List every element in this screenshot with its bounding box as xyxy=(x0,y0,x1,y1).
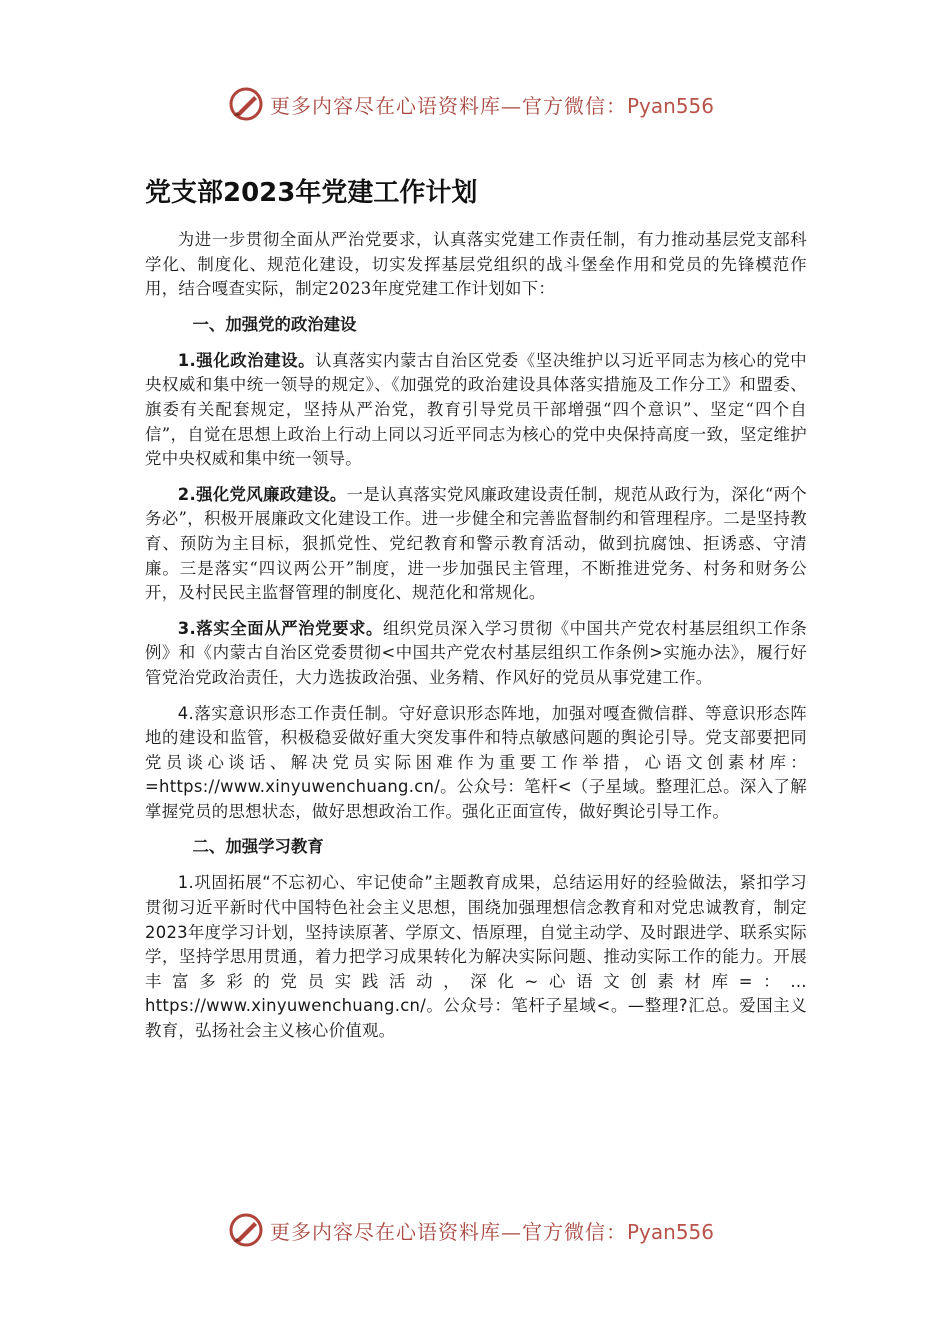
section-heading: 一、加强党的政治建设 xyxy=(192,314,357,334)
paragraph-text: 组织党员深入学习贯彻《中国共产党农村基层组织工作条例》和《内蒙古自治区党委贯彻<中国共产党农村基层组织工作条例>实施办法》，履行好管党治党政治责任，大力选拔政治强、业务精、作风好的党员从事党建工作。 xyxy=(145,618,808,687)
paragraph-lead: 1.强化政治建设。 xyxy=(177,350,316,370)
watermark-text: 更多内容尽在心语资料库—官方微信：Pyan556 xyxy=(270,1219,715,1244)
footer-watermark xyxy=(228,1210,748,1250)
document-title: 党支部2023年党建工作计划 xyxy=(145,178,478,208)
wechat-id: Pyan556 xyxy=(627,93,715,118)
wechat-id: Pyan556 xyxy=(627,1219,715,1244)
paragraph xyxy=(145,483,807,606)
paragraph: 1.巩固拓展“不忘初心、牢记使命”主题教育成果，总结运用好的经验做法，紧扣学习贯彻习近平新时代中国特色社会主义思想，围绕加强理想信念教育和对党忠诚教育，制定2023年度学习计划，坚持读原著、学原文、悟原理，自觉主动学、及时跟进学、联系实际学，坚持学思用贯通，着力把学习成果转化为解决实际问题、推动实际工作的能力。开展丰富多彩的党员实践活动，深化~心语文创素材库=：…https://www.xinyuwenchuang.cn/。公众号：笔杆子星域<。—整理?汇总。爱国主义教育，弘扬社会主义核心价值观。 xyxy=(145,873,807,1041)
section-heading: 二、加强学习教育 xyxy=(192,837,324,857)
watermark-text: 更多内容尽在心语资料库—官方微信：Pyan556 xyxy=(270,93,715,118)
pen-circle-icon xyxy=(228,1212,264,1248)
paragraph-text: 认真落实内蒙古自治区党委《坚决维护以习近平同志为核心的党中央权威和集中统一领导的规定》、《加强党的政治建设具体落实措施及工作分工》和盟委、旗委有关配套规定，坚持从严治党，教育引导党员干部增强“四个意识”、坚定“四个自信”，自觉在思想上政治上行动上同以习近平同志为核心的党中央保持高度一致，坚定维护党中央权威和集中统一领导。 xyxy=(145,350,807,469)
paragraph xyxy=(145,617,807,691)
document-body xyxy=(145,228,807,1055)
paragraph-lead: 3.落实全面从严治党要求。 xyxy=(177,618,383,638)
paragraph-lead: 2.强化党风廉政建设。 xyxy=(177,484,347,504)
pen-circle-icon xyxy=(228,86,264,122)
paragraph-text: 一是认真落实党风廉政建设责任制，规范从政行为，深化“两个务必”，积极开展廉政文化建设工作。进一步健全和完善监督制约和管理程序。二是坚持教育、预防为主目标，狠抓党性、党纪教育和警示教育活动，做到抗腐蚀、拒诱惑、守清廉。三是落实“四议两公开”制度，进一步加强民主管理，不断推进党务、村务和财务公开，及村民民主监督管理的制度化、规范化和常规化。 xyxy=(145,484,808,603)
paragraph: 4.落实意识形态工作责任制。守好意识形态阵地，加强对嘎查微信群、等意识形态阵地的建设和监管，积极稳妥做好重大突发事件和特点敏感问题的舆论引导。党支部要把同党员谈心谈话、解决党员实际困难作为重要工作举措，心语文创素材库：=https://www.xinyuwenchuang.cn/。公众号：笔杆<（子星域。整理汇总。深入了解掌握党员的思想状态，做好思想政治工作。强化正面宣传，做好舆论引导工作。 xyxy=(145,703,807,821)
intro-paragraph: 为进一步贯彻全面从严治党要求，认真落实党建工作责任制，有力推动基层党支部科学化、制度化、规范化建设，切实发挥基层党组织的战斗堡垒作用和党员的先锋模范作用，结合嘎查实际，制定2023年度党建工作计划如下： xyxy=(145,230,807,299)
paragraph xyxy=(145,349,807,472)
header-watermark xyxy=(228,84,748,124)
